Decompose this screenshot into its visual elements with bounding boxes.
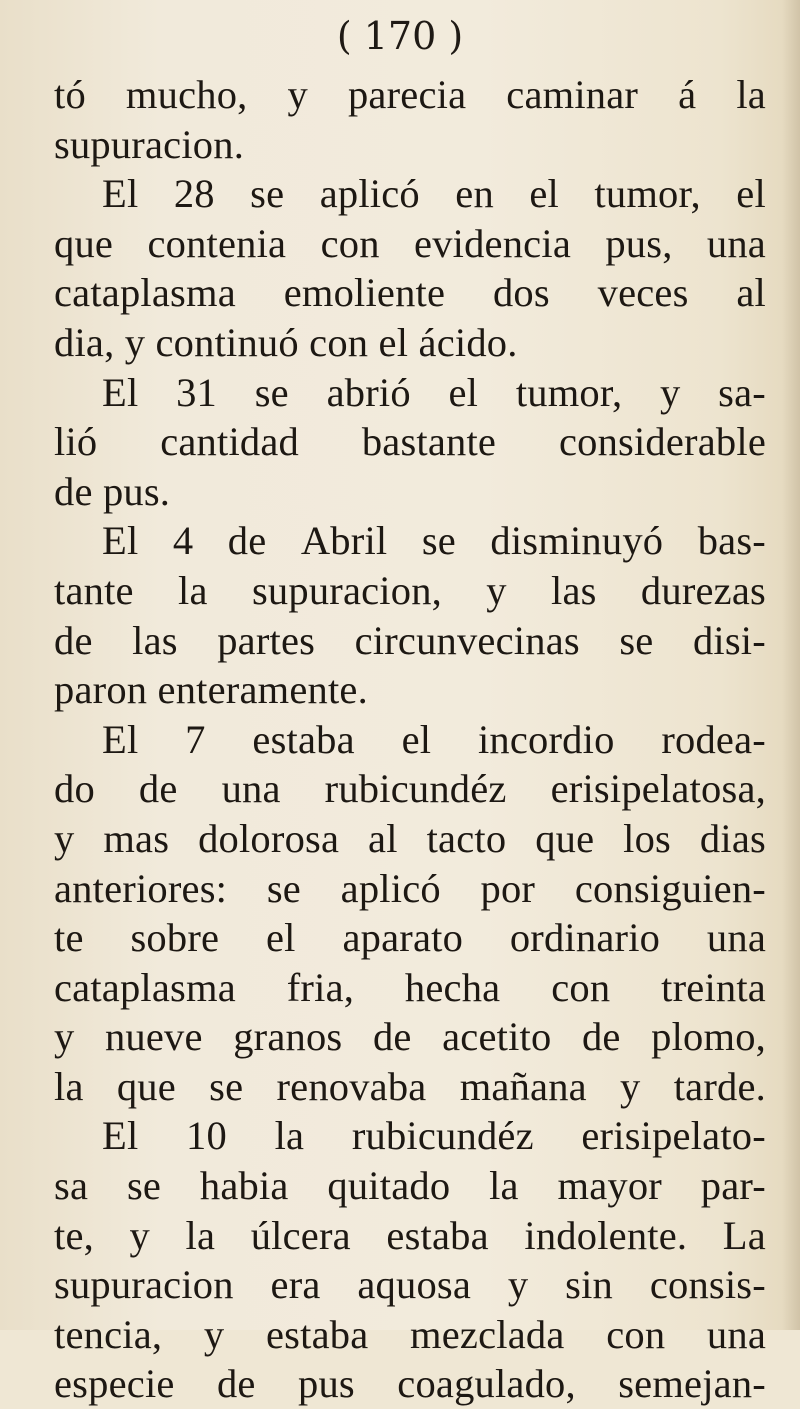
word: incordio (477, 716, 615, 762)
word: emoliente (283, 270, 446, 316)
text-line-content (54, 616, 766, 666)
word: evidencia (414, 220, 571, 266)
text-line-content (54, 1211, 766, 1261)
text-line (54, 1310, 766, 1360)
word: al (368, 815, 398, 861)
text-line (54, 1161, 766, 1211)
word: la (736, 72, 766, 117)
word: cataplasma (54, 964, 236, 1010)
word: sin (565, 1262, 613, 1308)
text-line-content (54, 467, 766, 517)
text-line-content (54, 219, 766, 269)
text-line (54, 219, 766, 269)
word: granos (233, 1014, 343, 1060)
text-line-words: paron enteramente. (54, 667, 368, 713)
word: dias (699, 815, 766, 861)
word: especie (54, 1361, 175, 1407)
word: erisipelatosa, (550, 766, 766, 812)
word: y (203, 1311, 225, 1357)
text-line (54, 1359, 766, 1409)
word: en (455, 171, 494, 217)
page-number: ( 170 ) (336, 14, 464, 58)
word: y (507, 1262, 529, 1308)
text-line (54, 1012, 766, 1062)
word: aplicó (340, 865, 441, 911)
text-line-content (102, 516, 766, 566)
text-line (54, 864, 766, 914)
text-line (54, 665, 766, 715)
text-line-content (54, 913, 766, 963)
text-line-content (54, 1310, 766, 1360)
word: y (54, 815, 75, 861)
word: acetito (442, 1014, 552, 1060)
word: ordinario (509, 915, 661, 961)
word: disi- (692, 617, 766, 663)
word: supuracion, (251, 567, 442, 613)
word: el (529, 171, 559, 217)
word: sa (54, 1163, 89, 1209)
word: parecia (347, 72, 467, 117)
word: el (266, 915, 296, 961)
word: se (126, 1163, 162, 1209)
text-line-content (102, 1111, 766, 1161)
text-line (54, 715, 766, 765)
word: de (227, 518, 267, 564)
word: mañana (459, 1063, 587, 1109)
text-line-content (54, 1161, 766, 1211)
word: anteriores: (54, 865, 228, 911)
word: te (54, 915, 84, 961)
word: plomo, (651, 1014, 766, 1060)
text-line (54, 70, 766, 120)
text-line (54, 467, 766, 517)
word: lió (54, 419, 98, 465)
word: coagulado, (397, 1361, 576, 1407)
word: 4 (172, 518, 194, 564)
word: y (287, 72, 308, 117)
word: por (480, 865, 536, 911)
word: pus (298, 1361, 355, 1407)
word: estaba (252, 716, 355, 762)
text-line (54, 318, 766, 368)
word: que (54, 220, 114, 266)
text-line-content (54, 665, 766, 715)
word: una (706, 220, 766, 266)
word: el (448, 369, 479, 415)
word: se (619, 617, 654, 663)
word: 31 (176, 369, 218, 415)
word: á (678, 72, 697, 117)
word: la (274, 1113, 305, 1159)
word: la (489, 1163, 519, 1209)
word: habia (199, 1163, 289, 1209)
word: al (736, 270, 766, 316)
word: que (116, 1063, 176, 1109)
word: una (706, 915, 766, 961)
word: de (372, 1014, 412, 1060)
word: se (421, 518, 456, 564)
text-line-content (102, 715, 766, 765)
word: con (551, 964, 611, 1010)
text-line (54, 1111, 766, 1161)
word: erisipelato- (581, 1113, 766, 1159)
word: las (551, 567, 597, 613)
word: tencia, (54, 1311, 163, 1357)
word: circunvecinas (354, 617, 580, 663)
word: 7 (185, 716, 206, 762)
word: y (659, 369, 681, 415)
text-line-content (54, 1359, 766, 1409)
word: par- (700, 1163, 766, 1209)
word: contenia (147, 220, 287, 266)
word: supuracion (54, 1262, 234, 1308)
word: dolorosa (198, 815, 340, 861)
word: el (736, 171, 766, 217)
word: y (620, 1063, 641, 1109)
word: rubicundéz (351, 1113, 534, 1159)
word: se (254, 369, 289, 415)
word: tante (54, 567, 134, 613)
word: se (266, 865, 301, 911)
word: indolente. (524, 1212, 688, 1258)
word: aquosa (357, 1262, 472, 1308)
text-line-content (54, 268, 766, 318)
word: de (216, 1361, 256, 1407)
word: fria, (286, 964, 355, 1010)
text-line-content (54, 417, 766, 467)
body-text (54, 70, 766, 1409)
text-line-words: de pus. (54, 468, 171, 514)
text-line-content (102, 368, 766, 418)
word: tumor, (515, 369, 623, 415)
word: consis- (649, 1262, 766, 1308)
word: y (486, 567, 507, 613)
page-edge-shadow (782, 0, 800, 1330)
text-line (54, 169, 766, 219)
text-line (54, 368, 766, 418)
word: te, (54, 1212, 94, 1258)
word: renovaba (276, 1063, 427, 1109)
word: se (209, 1063, 244, 1109)
text-line-content (54, 963, 766, 1013)
word: 10 (186, 1113, 227, 1159)
word: cataplasma (54, 270, 236, 316)
word: durezas (640, 567, 766, 613)
text-line (54, 120, 766, 170)
word: sa- (718, 369, 766, 415)
word: El (102, 518, 139, 564)
word: nueve (104, 1014, 203, 1060)
text-line (54, 1211, 766, 1261)
word: El (102, 171, 139, 217)
text-line-content (54, 1062, 766, 1112)
word: sobre (130, 915, 220, 961)
text-line-content (54, 70, 766, 120)
text-line-content (54, 318, 766, 368)
word: mas (103, 815, 170, 861)
word: tacto (426, 815, 507, 861)
text-line (54, 268, 766, 318)
word: abrió (326, 369, 411, 415)
word: bas- (697, 518, 766, 564)
word: una (706, 1311, 766, 1357)
word: los (623, 815, 672, 861)
word: caminar (506, 72, 639, 117)
word: estaba (386, 1212, 489, 1258)
word: bastante (361, 419, 497, 465)
word: aparato (342, 915, 464, 961)
text-line (54, 913, 766, 963)
text-line-content (54, 814, 766, 864)
word: mezclada (410, 1311, 565, 1357)
word: el (401, 716, 432, 762)
word: disminuyó (490, 518, 664, 564)
word: de (581, 1014, 621, 1060)
word: consiguien- (574, 865, 766, 911)
word: con (320, 220, 380, 266)
text-line (54, 566, 766, 616)
word: mucho, (125, 72, 248, 117)
text-line (54, 1062, 766, 1112)
word: la (185, 1212, 216, 1258)
word: El (102, 369, 139, 415)
word: rodea- (661, 716, 766, 762)
text-line-content (54, 1260, 766, 1310)
word: y (129, 1212, 150, 1258)
text-line (54, 1260, 766, 1310)
text-line-content (54, 566, 766, 616)
word: tarde. (673, 1063, 766, 1109)
word: dos (492, 270, 550, 316)
text-line-content (102, 169, 766, 219)
text-line-content (54, 864, 766, 914)
word: treinta (661, 964, 766, 1010)
word: las (132, 617, 178, 663)
word: y (54, 1014, 75, 1060)
word: que (535, 815, 595, 861)
word: 28 (173, 171, 215, 217)
word: era (270, 1262, 321, 1308)
word: estaba (265, 1311, 369, 1357)
word: la (178, 567, 208, 613)
word: Abril (300, 518, 388, 564)
word: pus, (605, 220, 673, 266)
text-line (54, 616, 766, 666)
word: La (722, 1212, 766, 1258)
word: considerable (558, 419, 766, 465)
word: El (102, 716, 139, 762)
word: de (54, 617, 93, 663)
word: aplicó (319, 171, 420, 217)
word: tó (54, 72, 86, 117)
word: semejan- (618, 1361, 766, 1407)
text-line-words: dia, y continuó con el ácido. (54, 319, 518, 365)
word: de (138, 766, 178, 812)
text-line-content (54, 764, 766, 814)
word: con (606, 1311, 666, 1357)
word: rubicundéz (324, 766, 507, 812)
text-line (54, 814, 766, 864)
text-line (54, 516, 766, 566)
text-line-content (54, 120, 766, 170)
word: hecha (404, 964, 501, 1010)
word: mayor (557, 1163, 662, 1209)
word: tumor, (594, 171, 701, 217)
word: cantidad (160, 419, 299, 465)
word: partes (217, 617, 316, 663)
text-line (54, 963, 766, 1013)
text-line-words: supuracion. (54, 121, 245, 167)
word: una (221, 766, 281, 812)
text-line (54, 417, 766, 467)
word: úlcera (250, 1212, 351, 1258)
word: se (250, 171, 285, 217)
word: do (54, 766, 95, 812)
word: quitado (327, 1163, 451, 1209)
text-line-content (54, 1012, 766, 1062)
word: la (54, 1063, 84, 1109)
word: veces (597, 270, 689, 316)
word: El (102, 1113, 139, 1159)
text-line (54, 764, 766, 814)
